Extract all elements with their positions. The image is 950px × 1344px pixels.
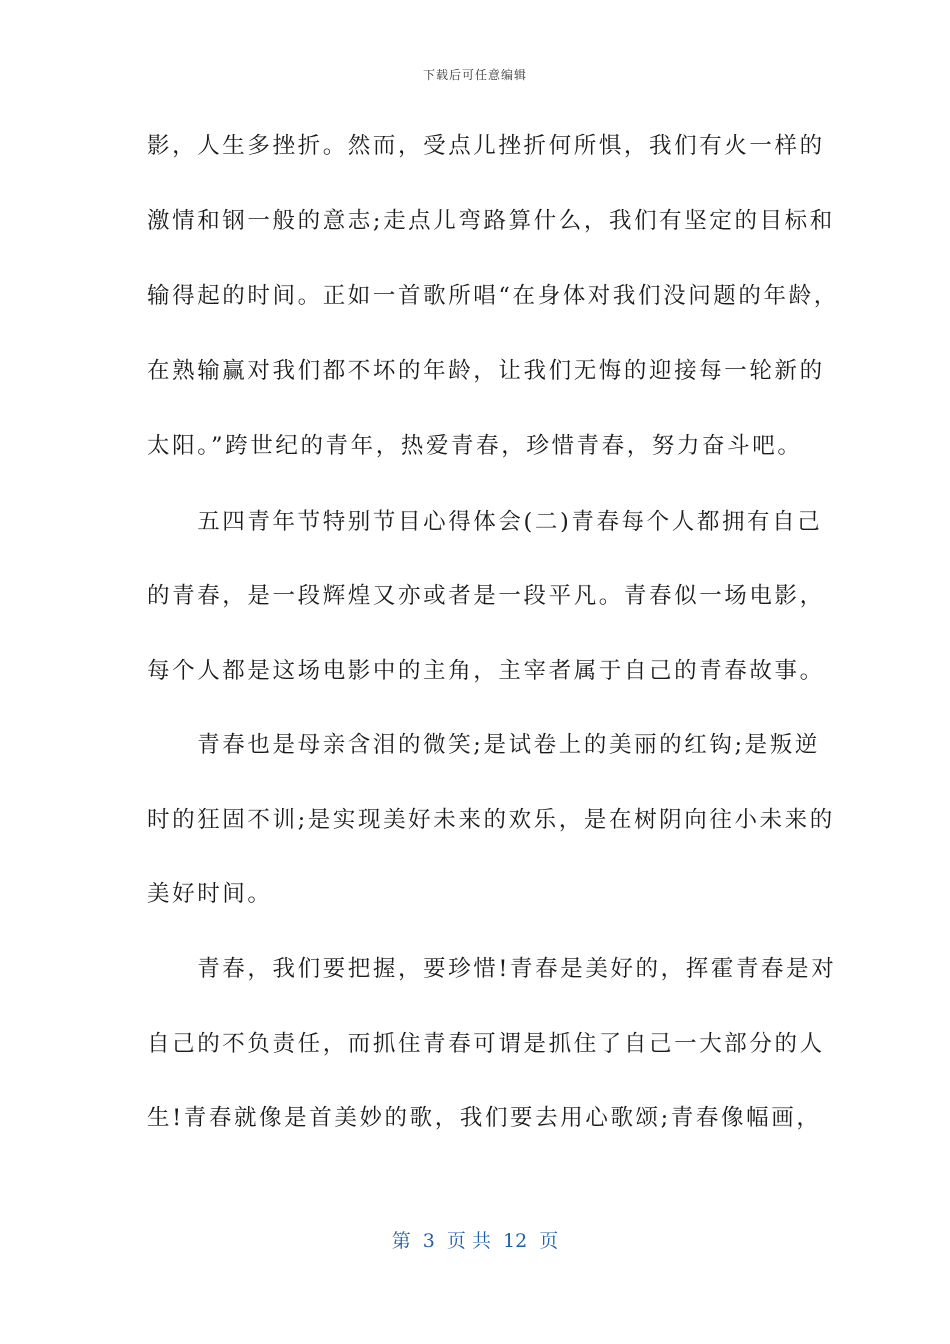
page-number-footer: 第 3 页 共 12 页	[391, 1230, 559, 1252]
body-line: 五四青年节特别节目心得体会(二)青春每个人都拥有自己	[147, 509, 823, 535]
body-line: 输得起的时间。正如一首歌所唱“在身体对我们没问题的年龄，	[147, 283, 839, 309]
body-line: 时的狂固不训;是实现美好未来的欢乐，是在树阴向往小未来的	[147, 807, 835, 833]
body-line: 影，人生多挫折。然而，受点儿挫折何所惧，我们有火一样的	[147, 133, 825, 159]
body-line: 激情和钢一般的意志;走点儿弯路算什么，我们有坚定的目标和	[147, 208, 835, 234]
body-line: 青春也是母亲含泪的微笑;是试卷上的美丽的红钩;是叛逆	[147, 732, 820, 758]
body-line: 青春，我们要把握，要珍惜!青春是美好的，挥霍青春是对	[147, 956, 837, 982]
body-line: 美好时间。	[147, 881, 273, 907]
body-line: 太阳。”跨世纪的青年，热爱青春，珍惜青春，努力奋斗吧。	[147, 433, 803, 459]
page-header: 下载后可任意编辑	[422, 68, 527, 82]
body-line: 的青春，是一段辉煌又亦或者是一段平凡。青春似一场电影，	[147, 583, 825, 609]
body-line: 自己的不负责任，而抓住青春可谓是抓住了自己一大部分的人	[147, 1031, 825, 1057]
body-line: 生!青春就像是首美妙的歌，我们要去用心歌颂;青春像幅画，	[147, 1105, 822, 1131]
body-line: 在熟输赢对我们都不坏的年龄，让我们无悔的迎接每一轮新的	[147, 358, 825, 384]
body-line: 每个人都是这场电影中的主角，主宰者属于自己的青春故事。	[147, 658, 825, 684]
